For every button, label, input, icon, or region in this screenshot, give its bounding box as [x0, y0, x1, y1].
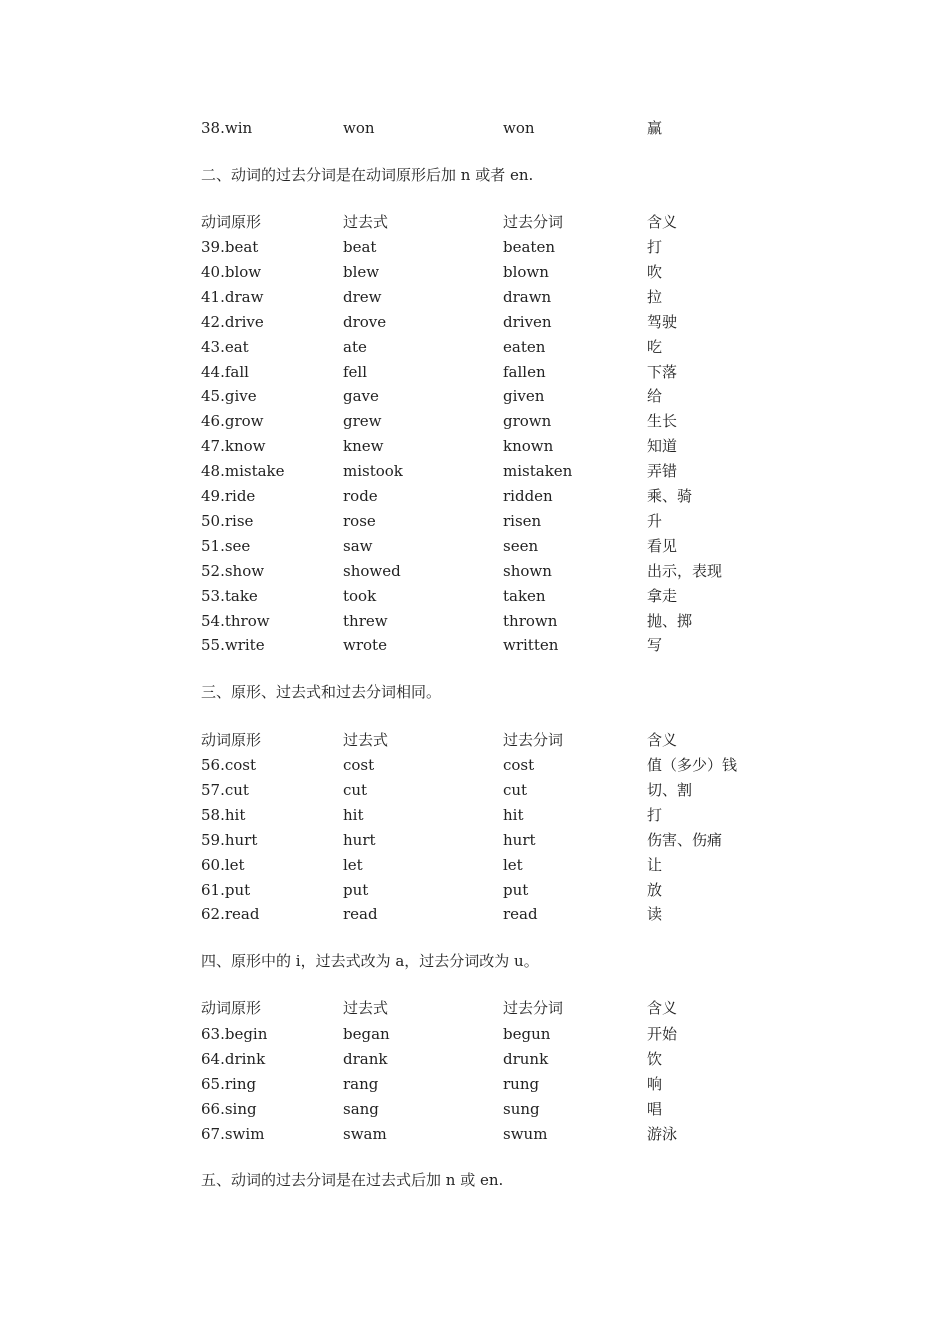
- base-form-cell: 47.know: [201, 437, 266, 456]
- past-tense-cell: wrote: [343, 636, 387, 655]
- meaning-cell: 给: [647, 387, 663, 406]
- base-form-cell: 49.ride: [201, 487, 256, 505]
- header-meaning: 含义: [647, 999, 678, 1017]
- past-participle-cell: seen: [503, 536, 539, 555]
- base-form-cell: 58.hit: [201, 805, 246, 824]
- past-tense-cell: hit: [343, 805, 364, 824]
- header-meaning: 含义: [647, 213, 678, 231]
- table-row: [0, 854, 950, 876]
- table-row: [0, 117, 950, 139]
- past-participle-cell: fallen: [503, 362, 546, 381]
- base-form-cell: 44.fall: [201, 362, 249, 381]
- past-tense-cell: threw: [343, 611, 388, 630]
- section-heading: 三、原形、过去式和过去分词相同。: [201, 683, 442, 701]
- base-form-cell: 46.grow: [201, 412, 264, 431]
- table-row: [0, 311, 950, 333]
- past-participle-cell: mistaken: [503, 462, 573, 481]
- header-past-tense: 过去式: [343, 731, 389, 749]
- base-form-cell: 45.give: [201, 387, 257, 406]
- meaning-cell: 抛、掷: [647, 611, 693, 630]
- past-participle-cell: rung: [503, 1074, 540, 1093]
- past-participle-cell: hit: [503, 805, 524, 824]
- table-row: [0, 261, 950, 283]
- meaning-cell: 赢: [647, 119, 663, 137]
- past-tense-cell: rang: [343, 1074, 379, 1093]
- table-row: [0, 610, 950, 632]
- base-form-cell: 56.cost: [201, 756, 257, 774]
- past-participle-cell: won: [503, 119, 535, 137]
- past-tense-cell: hurt: [343, 830, 376, 849]
- past-tense-cell: gave: [343, 387, 379, 406]
- past-participle-cell: beaten: [503, 238, 555, 256]
- meaning-cell: 放: [647, 880, 663, 899]
- table-row: [0, 804, 950, 826]
- base-form-cell: 41.draw: [201, 287, 264, 306]
- header-base-form: 动词原形: [201, 731, 262, 749]
- past-participle-cell: drunk: [503, 1049, 549, 1068]
- past-tense-cell: mistook: [343, 462, 403, 481]
- past-tense-cell: rode: [343, 487, 378, 505]
- meaning-cell: 切、割: [647, 780, 693, 799]
- header-past-tense: 过去式: [343, 213, 389, 231]
- table-row: [0, 779, 950, 801]
- header-past-participle: 过去分词: [503, 999, 564, 1017]
- past-participle-cell: begun: [503, 1025, 551, 1043]
- past-tense-cell: swam: [343, 1124, 387, 1143]
- meaning-cell: 看见: [647, 536, 678, 555]
- base-form-cell: 61.put: [201, 880, 251, 899]
- past-participle-cell: sung: [503, 1099, 540, 1118]
- meaning-cell: 游泳: [647, 1124, 678, 1143]
- past-participle-cell: ridden: [503, 487, 553, 505]
- base-form-cell: 54.throw: [201, 611, 270, 630]
- past-participle-cell: thrown: [503, 611, 558, 630]
- base-form-cell: 48.mistake: [201, 462, 285, 481]
- past-tense-cell: fell: [343, 362, 368, 381]
- table-row: [0, 903, 950, 925]
- table-row: [0, 236, 950, 258]
- base-form-cell: 64.drink: [201, 1049, 266, 1068]
- table-row: [0, 1048, 950, 1070]
- table-row: [0, 754, 950, 776]
- header-past-participle: 过去分词: [503, 213, 564, 231]
- table-row: [0, 435, 950, 457]
- past-tense-cell: cost: [343, 756, 375, 774]
- meaning-cell: 打: [647, 805, 663, 824]
- base-form-cell: 63.begin: [201, 1025, 268, 1043]
- past-tense-cell: rose: [343, 511, 376, 530]
- table-row: [0, 485, 950, 507]
- past-participle-cell: hurt: [503, 830, 536, 849]
- base-form-cell: 51.see: [201, 536, 251, 555]
- base-form-cell: 62.read: [201, 905, 260, 924]
- meaning-cell: 知道: [647, 437, 678, 456]
- table-row: [0, 879, 950, 901]
- past-tense-cell: grew: [343, 412, 382, 431]
- past-participle-cell: blown: [503, 262, 549, 281]
- past-participle-cell: grown: [503, 412, 552, 431]
- past-participle-cell: given: [503, 387, 545, 406]
- past-tense-cell: beat: [343, 238, 377, 256]
- past-participle-cell: put: [503, 880, 529, 899]
- table-row: [0, 410, 950, 432]
- past-tense-cell: put: [343, 880, 369, 899]
- meaning-cell: 出示，表现: [647, 561, 723, 580]
- base-form-cell: 55.write: [201, 636, 265, 655]
- table-row: [0, 829, 950, 851]
- base-form-cell: 65.ring: [201, 1074, 257, 1093]
- header-base-form: 动词原形: [201, 999, 262, 1017]
- meaning-cell: 升: [647, 511, 663, 530]
- meaning-cell: 饮: [647, 1049, 663, 1068]
- meaning-cell: 伤害、伤痛: [647, 830, 723, 849]
- past-tense-cell: knew: [343, 437, 384, 456]
- base-form-cell: 66.sing: [201, 1099, 257, 1118]
- past-participle-cell: drawn: [503, 287, 552, 306]
- base-form-cell: 60.let: [201, 855, 245, 874]
- meaning-cell: 乘、骑: [647, 487, 693, 505]
- past-tense-cell: drove: [343, 312, 387, 331]
- meaning-cell: 让: [647, 855, 663, 874]
- base-form-cell: 53.take: [201, 586, 258, 605]
- header-past-tense: 过去式: [343, 999, 389, 1017]
- past-participle-cell: read: [503, 905, 538, 924]
- header-past-participle: 过去分词: [503, 731, 564, 749]
- base-form-cell: 43.eat: [201, 337, 249, 356]
- past-participle-cell: risen: [503, 511, 542, 530]
- table-row: [0, 1073, 950, 1095]
- past-participle-cell: written: [503, 636, 559, 655]
- meaning-cell: 弄错: [647, 462, 678, 481]
- base-form-cell: 57.cut: [201, 780, 249, 799]
- table-row: [0, 336, 950, 358]
- table-row: [0, 510, 950, 532]
- base-form-cell: 38.win: [201, 119, 253, 137]
- meaning-cell: 拉: [647, 287, 663, 306]
- base-form-cell: 40.blow: [201, 262, 262, 281]
- base-form-cell: 39.beat: [201, 238, 259, 256]
- meaning-cell: 拿走: [647, 586, 678, 605]
- table-row: [0, 1123, 950, 1145]
- table-row: [0, 585, 950, 607]
- table-row: [0, 460, 950, 482]
- table-row: [0, 634, 950, 656]
- meaning-cell: 吃: [647, 337, 663, 356]
- table-row: [0, 1098, 950, 1120]
- base-form-cell: 50.rise: [201, 511, 254, 530]
- base-form-cell: 52.show: [201, 561, 265, 580]
- table-header-row: [0, 211, 950, 233]
- meaning-cell: 唱: [647, 1099, 663, 1118]
- table-row: [0, 535, 950, 557]
- table-header-row: [0, 997, 950, 1019]
- base-form-cell: 59.hurt: [201, 830, 258, 849]
- table-row: [0, 560, 950, 582]
- meaning-cell: 吹: [647, 262, 663, 281]
- past-participle-cell: shown: [503, 561, 552, 580]
- table-row: [0, 286, 950, 308]
- past-tense-cell: sang: [343, 1099, 379, 1118]
- past-participle-cell: eaten: [503, 337, 546, 356]
- past-participle-cell: taken: [503, 586, 546, 605]
- section-heading: 二、动词的过去分词是在动词原形后加 n 或者 en.: [201, 166, 534, 184]
- base-form-cell: 42.drive: [201, 312, 264, 331]
- meaning-cell: 响: [647, 1074, 663, 1093]
- table-row: [0, 361, 950, 383]
- meaning-cell: 写: [647, 636, 663, 655]
- meaning-cell: 值（多少）钱: [647, 756, 738, 774]
- past-tense-cell: cut: [343, 780, 368, 799]
- past-tense-cell: won: [343, 119, 375, 137]
- past-tense-cell: began: [343, 1025, 390, 1043]
- table-row: [0, 385, 950, 407]
- past-tense-cell: saw: [343, 536, 373, 555]
- header-base-form: 动词原形: [201, 213, 262, 231]
- section-heading: 四、原形中的 i，过去式改为 a，过去分词改为 u。: [201, 952, 539, 970]
- past-participle-cell: cost: [503, 756, 535, 774]
- past-tense-cell: drank: [343, 1049, 388, 1068]
- past-tense-cell: took: [343, 586, 377, 605]
- meaning-cell: 生长: [647, 412, 678, 431]
- past-participle-cell: swum: [503, 1124, 548, 1143]
- past-tense-cell: blew: [343, 262, 380, 281]
- past-participle-cell: cut: [503, 780, 528, 799]
- section-heading: 五、动词的过去分词是在过去式后加 n 或 en.: [201, 1171, 504, 1189]
- meaning-cell: 开始: [647, 1025, 678, 1043]
- base-form-cell: 67.swim: [201, 1124, 265, 1143]
- past-tense-cell: showed: [343, 561, 401, 580]
- header-meaning: 含义: [647, 731, 678, 749]
- past-tense-cell: ate: [343, 337, 367, 356]
- meaning-cell: 打: [647, 238, 663, 256]
- past-participle-cell: driven: [503, 312, 552, 331]
- past-tense-cell: drew: [343, 287, 382, 306]
- past-tense-cell: read: [343, 905, 378, 924]
- meaning-cell: 读: [647, 905, 663, 924]
- past-tense-cell: let: [343, 855, 363, 874]
- past-participle-cell: let: [503, 855, 523, 874]
- table-row: [0, 1023, 950, 1045]
- past-participle-cell: known: [503, 437, 554, 456]
- meaning-cell: 驾驶: [647, 312, 678, 331]
- meaning-cell: 下落: [647, 362, 678, 381]
- table-header-row: [0, 729, 950, 751]
